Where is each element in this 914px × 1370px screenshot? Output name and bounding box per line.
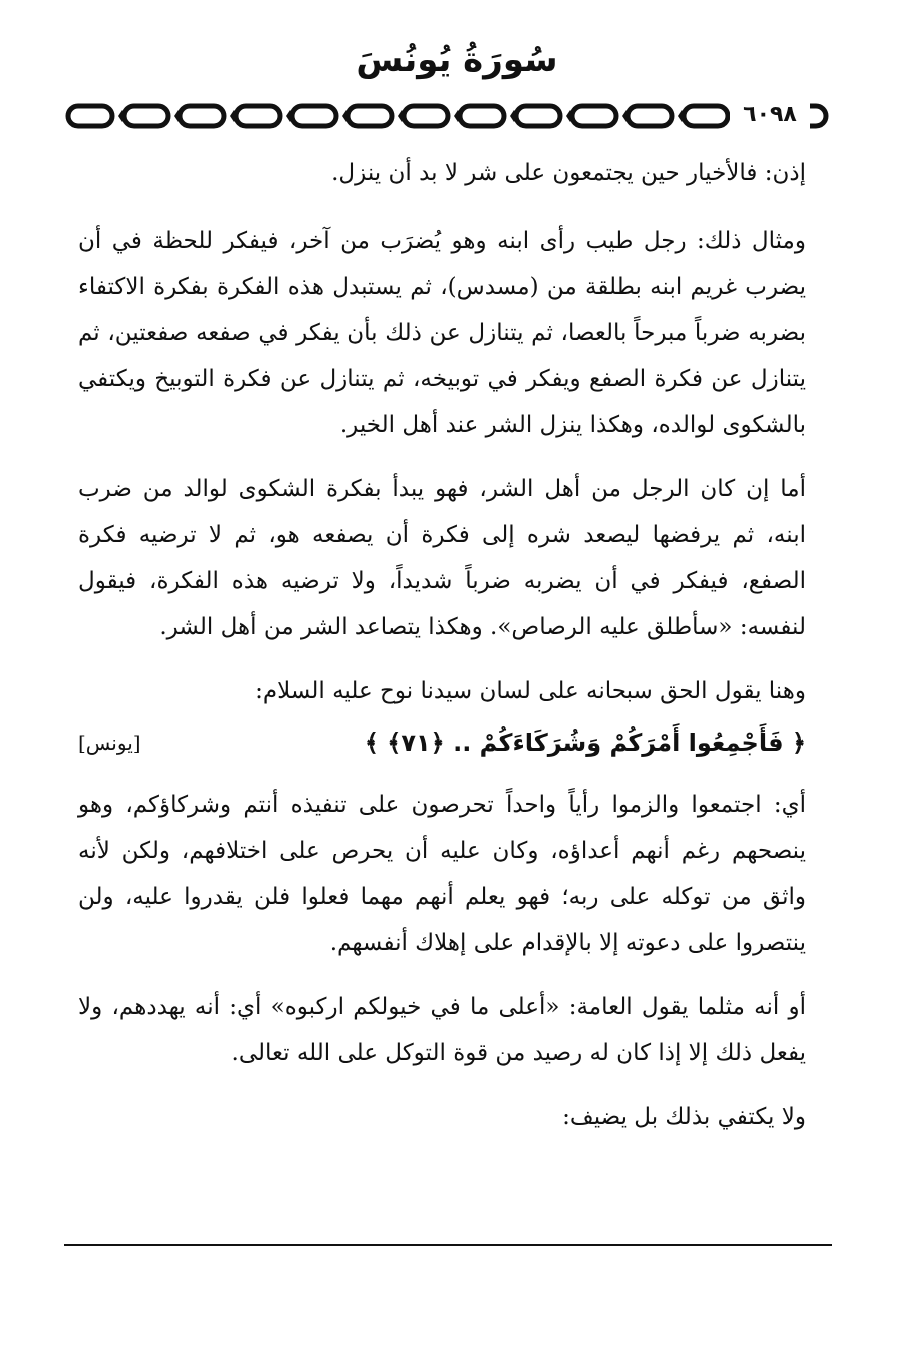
- paragraph: إذن: فالأخيار حين يجتمعون على شر لا بد أن ينزل.: [331, 160, 806, 186]
- page-number: ٦٠٩٨: [730, 97, 810, 133]
- verse-text: ﴿ فَأَجْمِعُوا أَمْرَكُمْ وَشُرَكَاءَكُمْ .. ﴿٧١﴾ ﴾: [364, 729, 806, 757]
- paragraph: ومثال ذلك: رجل طيب رأى ابنه وهو يُضرَب من آخر، فيفكر للحظة في أن يضرب غريم ابنه بطلقة من (مسدس)، ثم يستبدل هذه الفكرة بفكرة الاكتفاء بضربه ضرباً مبرحاً بالعصا، ثم يتنازل عن ذلك بأن يفكر في صفعه صفعتين، ثم يتنازل عن فكرة الصفع ويفكر في توبيخه، ثم يتنازل عن فكرة التوبيخ ويكتفي بالشكوى لوالده، وهكذا ينزل الشر عند أهل الخير.: [78, 228, 806, 438]
- paragraph: أو أنه مثلما يقول العامة: «أعلى ما في خيولكم اركبوه» أي: أنه يهددهم، ولا يفعل ذلك إلا إذا كان له رصيد من قوة التوكل على الله تعالى.: [78, 994, 806, 1066]
- footer-divider: [64, 1244, 832, 1246]
- paragraph: أي: اجتمعوا والزموا رأياً واحداً تحرصون على تنفيذه أنتم وشركاؤكم، وهو ينصحهم رغم أنهم أعداؤه، وكان عليه أن يحرص على اختلافهم، ولكن لأنه واثق من توكله على ربه؛ فهو يعلم أنهم مهما فعلوا فلن يقدروا عليه، ولن ينتصروا على دعوته إلا بالإقدام على إهلاك أنفسهم.: [78, 792, 806, 956]
- ornamental-border-icon: [64, 96, 834, 136]
- verse-reference: [يونس]: [78, 731, 141, 755]
- paragraph: وهنا يقول الحق سبحانه على لسان سيدنا نوح عليه السلام:: [255, 678, 806, 704]
- page-body: [78, 150, 806, 1158]
- paragraph: أما إن كان الرجل من أهل الشر، فهو يبدأ بفكرة الشكوى لوالد من ضرب ابنه، ثم يرفضها ليصعد شره إلى فكرة أن يصفعه هو، ثم لا ترضيه فكرة الصفع، فيفكر في أن يضربه ضرباً شديداً، ولا ترضيه هذه الفكرة، فيقول لنفسه: «سأطلق عليه الرصاص». وهكذا يتصاعد الشر من أهل الشر.: [78, 476, 807, 640]
- paragraph: ولا يكتفي بذلك بل يضيف:: [562, 1104, 806, 1130]
- quran-verse: [78, 720, 806, 766]
- surah-title: سُورَةُ يُونُسَ: [356, 40, 558, 80]
